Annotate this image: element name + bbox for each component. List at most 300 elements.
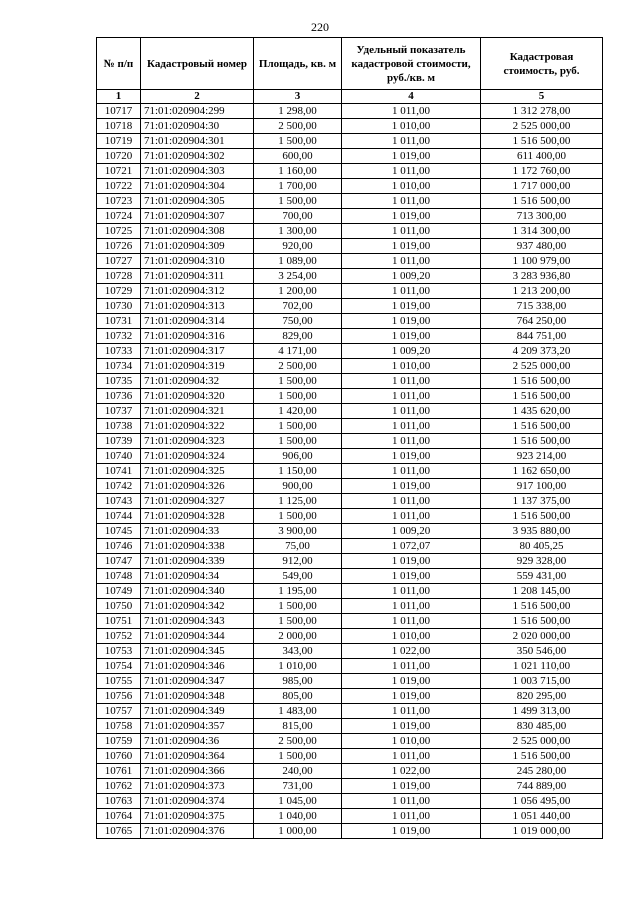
cadastral-number-cell: 71:01:020904:36 — [141, 734, 254, 749]
area-cell: 4 171,00 — [254, 344, 342, 359]
unit-rate-cell: 1 011,00 — [342, 509, 481, 524]
area-cell: 1 500,00 — [254, 749, 342, 764]
unit-rate-cell: 1 011,00 — [342, 194, 481, 209]
table-row — [97, 434, 603, 449]
area-cell: 900,00 — [254, 479, 342, 494]
area-cell: 1 500,00 — [254, 614, 342, 629]
row-number-cell: 10728 — [97, 269, 141, 284]
cadastral-number-cell: 71:01:020904:345 — [141, 644, 254, 659]
cadastral-value-cell: 2 020 000,00 — [481, 629, 603, 644]
unit-rate-cell: 1 011,00 — [342, 704, 481, 719]
row-number-cell: 10722 — [97, 179, 141, 194]
row-number-cell: 10719 — [97, 134, 141, 149]
table-row — [97, 164, 603, 179]
unit-rate-cell: 1 010,00 — [342, 629, 481, 644]
row-number-cell: 10757 — [97, 704, 141, 719]
cadastral-number-cell: 71:01:020904:348 — [141, 689, 254, 704]
row-number-cell: 10734 — [97, 359, 141, 374]
area-cell: 2 500,00 — [254, 359, 342, 374]
cadastral-value-cell: 1 208 145,00 — [481, 584, 603, 599]
table-row — [97, 824, 603, 839]
row-number-cell: 10737 — [97, 404, 141, 419]
cadastral-value-cell: 1 516 500,00 — [481, 599, 603, 614]
row-number-cell: 10732 — [97, 329, 141, 344]
row-number-cell: 10742 — [97, 479, 141, 494]
cadastral-value-cell: 713 300,00 — [481, 209, 603, 224]
table-row — [97, 209, 603, 224]
cadastral-value-cell: 1 499 313,00 — [481, 704, 603, 719]
table-row — [97, 194, 603, 209]
cadastral-number-cell: 71:01:020904:344 — [141, 629, 254, 644]
unit-rate-cell: 1 011,00 — [342, 749, 481, 764]
cadastral-value-cell: 1 021 110,00 — [481, 659, 603, 674]
table-row — [97, 629, 603, 644]
row-number-cell: 10750 — [97, 599, 141, 614]
unit-rate-cell: 1 011,00 — [342, 254, 481, 269]
table-row — [97, 719, 603, 734]
row-number-cell: 10733 — [97, 344, 141, 359]
cadastral-number-cell: 71:01:020904:338 — [141, 539, 254, 554]
row-number-cell: 10751 — [97, 614, 141, 629]
cadastral-number-cell: 71:01:020904:33 — [141, 524, 254, 539]
table-row — [97, 344, 603, 359]
cadastral-value-cell: 1 516 500,00 — [481, 134, 603, 149]
row-number-cell: 10731 — [97, 314, 141, 329]
cadastral-value-cell: 2 525 000,00 — [481, 734, 603, 749]
table-row — [97, 809, 603, 824]
row-number-cell: 10736 — [97, 389, 141, 404]
cadastral-number-cell: 71:01:020904:339 — [141, 554, 254, 569]
table-row — [97, 584, 603, 599]
area-cell: 2 500,00 — [254, 119, 342, 134]
unit-rate-cell: 1 019,00 — [342, 779, 481, 794]
cadastral-value-cell: 1 435 620,00 — [481, 404, 603, 419]
area-cell: 2 500,00 — [254, 734, 342, 749]
area-cell: 829,00 — [254, 329, 342, 344]
cadastral-number-cell: 71:01:020904:304 — [141, 179, 254, 194]
table-row — [97, 284, 603, 299]
row-number-cell: 10754 — [97, 659, 141, 674]
unit-rate-cell: 1 011,00 — [342, 794, 481, 809]
table-row — [97, 704, 603, 719]
cadastral-number-cell: 71:01:020904:364 — [141, 749, 254, 764]
row-number-cell: 10762 — [97, 779, 141, 794]
unit-rate-cell: 1 011,00 — [342, 104, 481, 119]
row-number-cell: 10765 — [97, 824, 141, 839]
area-cell: 1 040,00 — [254, 809, 342, 824]
column-number-row — [97, 90, 603, 104]
column-number: 5 — [481, 90, 603, 104]
cadastral-number-cell: 71:01:020904:310 — [141, 254, 254, 269]
cadastral-number-cell: 71:01:020904:327 — [141, 494, 254, 509]
cadastral-number-cell: 71:01:020904:317 — [141, 344, 254, 359]
cadastral-number-cell: 71:01:020904:301 — [141, 134, 254, 149]
table-row — [97, 419, 603, 434]
cadastral-number-cell: 71:01:020904:324 — [141, 449, 254, 464]
cadastral-value-cell: 937 480,00 — [481, 239, 603, 254]
cadastral-number-cell: 71:01:020904:322 — [141, 419, 254, 434]
cadastral-number-cell: 71:01:020904:307 — [141, 209, 254, 224]
table-row — [97, 329, 603, 344]
unit-rate-cell: 1 019,00 — [342, 689, 481, 704]
cadastral-value-cell: 917 100,00 — [481, 479, 603, 494]
cadastral-value-cell: 611 400,00 — [481, 149, 603, 164]
cadastral-value-cell: 929 328,00 — [481, 554, 603, 569]
area-cell: 1 200,00 — [254, 284, 342, 299]
row-number-cell: 10725 — [97, 224, 141, 239]
area-cell: 920,00 — [254, 239, 342, 254]
unit-rate-cell: 1 011,00 — [342, 389, 481, 404]
unit-rate-cell: 1 011,00 — [342, 404, 481, 419]
cadastral-value-cell: 830 485,00 — [481, 719, 603, 734]
row-number-cell: 10740 — [97, 449, 141, 464]
area-cell: 1 483,00 — [254, 704, 342, 719]
table-row — [97, 569, 603, 584]
row-number-cell: 10763 — [97, 794, 141, 809]
unit-rate-cell: 1 011,00 — [342, 584, 481, 599]
cadastral-value-cell: 844 751,00 — [481, 329, 603, 344]
cadastral-number-cell: 71:01:020904:309 — [141, 239, 254, 254]
row-number-cell: 10743 — [97, 494, 141, 509]
header-unit-rate: Удельный показатель кадастровой стоимости, руб./кв. м — [342, 38, 481, 90]
row-number-cell: 10741 — [97, 464, 141, 479]
area-cell: 1 045,00 — [254, 794, 342, 809]
unit-rate-cell: 1 011,00 — [342, 494, 481, 509]
cadastral-number-cell: 71:01:020904:373 — [141, 779, 254, 794]
unit-rate-cell: 1 011,00 — [342, 224, 481, 239]
unit-rate-cell: 1 019,00 — [342, 209, 481, 224]
table-row — [97, 404, 603, 419]
row-number-cell: 10730 — [97, 299, 141, 314]
cadastral-value-table — [96, 37, 603, 839]
area-cell: 1 500,00 — [254, 134, 342, 149]
column-number: 2 — [141, 90, 254, 104]
cadastral-value-cell: 1 172 760,00 — [481, 164, 603, 179]
unit-rate-cell: 1 019,00 — [342, 479, 481, 494]
cadastral-number-cell: 71:01:020904:316 — [141, 329, 254, 344]
area-cell: 985,00 — [254, 674, 342, 689]
cadastral-value-cell: 1 100 979,00 — [481, 254, 603, 269]
area-cell: 1 420,00 — [254, 404, 342, 419]
cadastral-value-cell: 923 214,00 — [481, 449, 603, 464]
cadastral-number-cell: 71:01:020904:343 — [141, 614, 254, 629]
cadastral-number-cell: 71:01:020904:313 — [141, 299, 254, 314]
table-row — [97, 644, 603, 659]
table-row — [97, 509, 603, 524]
unit-rate-cell: 1 009,20 — [342, 524, 481, 539]
table-body — [97, 104, 603, 839]
header-row — [97, 38, 603, 90]
unit-rate-cell: 1 011,00 — [342, 809, 481, 824]
cadastral-value-cell: 1 516 500,00 — [481, 389, 603, 404]
table-row — [97, 674, 603, 689]
area-cell: 731,00 — [254, 779, 342, 794]
cadastral-value-cell: 350 546,00 — [481, 644, 603, 659]
table-row — [97, 614, 603, 629]
table-row — [97, 539, 603, 554]
area-cell: 1 089,00 — [254, 254, 342, 269]
table-row — [97, 449, 603, 464]
table-row — [97, 359, 603, 374]
unit-rate-cell: 1 010,00 — [342, 359, 481, 374]
area-cell: 75,00 — [254, 539, 342, 554]
cadastral-number-cell: 71:01:020904:299 — [141, 104, 254, 119]
area-cell: 1 500,00 — [254, 419, 342, 434]
area-cell: 805,00 — [254, 689, 342, 704]
cadastral-value-cell: 245 280,00 — [481, 764, 603, 779]
area-cell: 1 160,00 — [254, 164, 342, 179]
row-number-cell: 10748 — [97, 569, 141, 584]
cadastral-value-cell: 80 405,25 — [481, 539, 603, 554]
cadastral-value-cell: 1 717 000,00 — [481, 179, 603, 194]
unit-rate-cell: 1 019,00 — [342, 824, 481, 839]
row-number-cell: 10758 — [97, 719, 141, 734]
unit-rate-cell: 1 011,00 — [342, 164, 481, 179]
cadastral-number-cell: 71:01:020904:314 — [141, 314, 254, 329]
cadastral-value-cell: 1 516 500,00 — [481, 509, 603, 524]
row-number-cell: 10726 — [97, 239, 141, 254]
area-cell: 3 900,00 — [254, 524, 342, 539]
table-row — [97, 179, 603, 194]
area-cell: 750,00 — [254, 314, 342, 329]
cadastral-value-cell: 1 516 500,00 — [481, 434, 603, 449]
unit-rate-cell: 1 019,00 — [342, 554, 481, 569]
area-cell: 1 500,00 — [254, 599, 342, 614]
cadastral-value-cell: 764 250,00 — [481, 314, 603, 329]
area-cell: 2 000,00 — [254, 629, 342, 644]
unit-rate-cell: 1 011,00 — [342, 464, 481, 479]
area-cell: 700,00 — [254, 209, 342, 224]
unit-rate-cell: 1 011,00 — [342, 374, 481, 389]
cadastral-value-cell: 1 312 278,00 — [481, 104, 603, 119]
area-cell: 702,00 — [254, 299, 342, 314]
cadastral-number-cell: 71:01:020904:326 — [141, 479, 254, 494]
row-number-cell: 10720 — [97, 149, 141, 164]
header-cadastral-value: Кадастровая стоимость, руб. — [481, 38, 603, 90]
table-row — [97, 269, 603, 284]
cadastral-value-cell: 2 525 000,00 — [481, 119, 603, 134]
row-number-cell: 10717 — [97, 104, 141, 119]
unit-rate-cell: 1 010,00 — [342, 734, 481, 749]
row-number-cell: 10759 — [97, 734, 141, 749]
row-number-cell: 10735 — [97, 374, 141, 389]
cadastral-number-cell: 71:01:020904:303 — [141, 164, 254, 179]
unit-rate-cell: 1 019,00 — [342, 674, 481, 689]
row-number-cell: 10761 — [97, 764, 141, 779]
cadastral-number-cell: 71:01:020904:30 — [141, 119, 254, 134]
unit-rate-cell: 1 010,00 — [342, 179, 481, 194]
cadastral-number-cell: 71:01:020904:357 — [141, 719, 254, 734]
cadastral-number-cell: 71:01:020904:328 — [141, 509, 254, 524]
area-cell: 1 300,00 — [254, 224, 342, 239]
cadastral-number-cell: 71:01:020904:34 — [141, 569, 254, 584]
table-row — [97, 374, 603, 389]
unit-rate-cell: 1 019,00 — [342, 719, 481, 734]
cadastral-number-cell: 71:01:020904:374 — [141, 794, 254, 809]
cadastral-value-cell: 1 056 495,00 — [481, 794, 603, 809]
row-number-cell: 10744 — [97, 509, 141, 524]
row-number-cell: 10749 — [97, 584, 141, 599]
cadastral-number-cell: 71:01:020904:321 — [141, 404, 254, 419]
table-row — [97, 149, 603, 164]
unit-rate-cell: 1 009,20 — [342, 344, 481, 359]
unit-rate-cell: 1 011,00 — [342, 419, 481, 434]
cadastral-number-cell: 71:01:020904:346 — [141, 659, 254, 674]
area-cell: 1 500,00 — [254, 389, 342, 404]
table-row — [97, 464, 603, 479]
area-cell: 1 010,00 — [254, 659, 342, 674]
table-row — [97, 734, 603, 749]
unit-rate-cell: 1 019,00 — [342, 329, 481, 344]
row-number-cell: 10747 — [97, 554, 141, 569]
cadastral-number-cell: 71:01:020904:375 — [141, 809, 254, 824]
cadastral-value-cell: 559 431,00 — [481, 569, 603, 584]
row-number-cell: 10723 — [97, 194, 141, 209]
unit-rate-cell: 1 022,00 — [342, 764, 481, 779]
table-row — [97, 254, 603, 269]
table-row — [97, 314, 603, 329]
unit-rate-cell: 1 022,00 — [342, 644, 481, 659]
cadastral-number-cell: 71:01:020904:302 — [141, 149, 254, 164]
cadastral-value-cell: 4 209 373,20 — [481, 344, 603, 359]
row-number-cell: 10729 — [97, 284, 141, 299]
cadastral-number-cell: 71:01:020904:319 — [141, 359, 254, 374]
area-cell: 1 500,00 — [254, 374, 342, 389]
area-cell: 600,00 — [254, 149, 342, 164]
unit-rate-cell: 1 019,00 — [342, 569, 481, 584]
table-row — [97, 524, 603, 539]
unit-rate-cell: 1 011,00 — [342, 284, 481, 299]
unit-rate-cell: 1 009,20 — [342, 269, 481, 284]
table-row — [97, 749, 603, 764]
column-number: 1 — [97, 90, 141, 104]
row-number-cell: 10753 — [97, 644, 141, 659]
cadastral-value-cell: 1 051 440,00 — [481, 809, 603, 824]
area-cell: 1 125,00 — [254, 494, 342, 509]
area-cell: 1 150,00 — [254, 464, 342, 479]
row-number-cell: 10727 — [97, 254, 141, 269]
area-cell: 343,00 — [254, 644, 342, 659]
unit-rate-cell: 1 019,00 — [342, 314, 481, 329]
cadastral-number-cell: 71:01:020904:308 — [141, 224, 254, 239]
row-number-cell: 10752 — [97, 629, 141, 644]
area-cell: 1 500,00 — [254, 434, 342, 449]
table-row — [97, 119, 603, 134]
table-header — [97, 38, 603, 104]
area-cell: 1 195,00 — [254, 584, 342, 599]
cadastral-value-cell: 820 295,00 — [481, 689, 603, 704]
header-row-number: № п/п — [97, 38, 141, 90]
cadastral-number-cell: 71:01:020904:340 — [141, 584, 254, 599]
table-row — [97, 689, 603, 704]
row-number-cell: 10764 — [97, 809, 141, 824]
cadastral-value-cell: 3 283 936,80 — [481, 269, 603, 284]
unit-rate-cell: 1 010,00 — [342, 119, 481, 134]
area-cell: 1 500,00 — [254, 194, 342, 209]
cadastral-value-cell: 1 003 715,00 — [481, 674, 603, 689]
cadastral-value-cell: 715 338,00 — [481, 299, 603, 314]
unit-rate-cell: 1 019,00 — [342, 239, 481, 254]
unit-rate-cell: 1 019,00 — [342, 449, 481, 464]
area-cell: 1 000,00 — [254, 824, 342, 839]
page-number: 220 — [311, 20, 329, 34]
cadastral-number-cell: 71:01:020904:32 — [141, 374, 254, 389]
unit-rate-cell: 1 011,00 — [342, 614, 481, 629]
table-row — [97, 299, 603, 314]
unit-rate-cell: 1 019,00 — [342, 149, 481, 164]
table-row — [97, 239, 603, 254]
cadastral-value-cell: 1 019 000,00 — [481, 824, 603, 839]
unit-rate-cell: 1 011,00 — [342, 134, 481, 149]
cadastral-value-cell: 1 213 200,00 — [481, 284, 603, 299]
unit-rate-cell: 1 072,07 — [342, 539, 481, 554]
cadastral-number-cell: 71:01:020904:366 — [141, 764, 254, 779]
cadastral-value-cell: 2 525 000,00 — [481, 359, 603, 374]
table-row — [97, 389, 603, 404]
area-cell: 1 298,00 — [254, 104, 342, 119]
cadastral-number-cell: 71:01:020904:320 — [141, 389, 254, 404]
row-number-cell: 10756 — [97, 689, 141, 704]
area-cell: 3 254,00 — [254, 269, 342, 284]
cadastral-number-cell: 71:01:020904:349 — [141, 704, 254, 719]
unit-rate-cell: 1 011,00 — [342, 659, 481, 674]
row-number-cell: 10738 — [97, 419, 141, 434]
cadastral-number-cell: 71:01:020904:312 — [141, 284, 254, 299]
table-row — [97, 779, 603, 794]
table-row — [97, 554, 603, 569]
unit-rate-cell: 1 019,00 — [342, 299, 481, 314]
row-number-cell: 10724 — [97, 209, 141, 224]
area-cell: 906,00 — [254, 449, 342, 464]
column-number: 4 — [342, 90, 481, 104]
area-cell: 240,00 — [254, 764, 342, 779]
header-cadastral-number: Кадастровый номер — [141, 38, 254, 90]
cadastral-number-cell: 71:01:020904:311 — [141, 269, 254, 284]
area-cell: 1 700,00 — [254, 179, 342, 194]
cadastral-value-cell: 1 516 500,00 — [481, 374, 603, 389]
row-number-cell: 10739 — [97, 434, 141, 449]
cadastral-value-cell: 1 314 300,00 — [481, 224, 603, 239]
table-row — [97, 479, 603, 494]
area-cell: 1 500,00 — [254, 509, 342, 524]
cadastral-value-cell: 1 516 500,00 — [481, 194, 603, 209]
cadastral-value-cell: 1 516 500,00 — [481, 749, 603, 764]
table-row — [97, 134, 603, 149]
cadastral-value-cell: 1 162 650,00 — [481, 464, 603, 479]
cadastral-number-cell: 71:01:020904:305 — [141, 194, 254, 209]
column-number: 3 — [254, 90, 342, 104]
row-number-cell: 10721 — [97, 164, 141, 179]
cadastral-value-cell: 1 516 500,00 — [481, 419, 603, 434]
area-cell: 912,00 — [254, 554, 342, 569]
table-row — [97, 599, 603, 614]
area-cell: 815,00 — [254, 719, 342, 734]
cadastral-value-cell: 3 935 880,00 — [481, 524, 603, 539]
table-row — [97, 494, 603, 509]
table-row — [97, 764, 603, 779]
cadastral-value-cell: 1 516 500,00 — [481, 614, 603, 629]
row-number-cell: 10745 — [97, 524, 141, 539]
table-row — [97, 224, 603, 239]
header-area: Площадь, кв. м — [254, 38, 342, 90]
area-cell: 549,00 — [254, 569, 342, 584]
cadastral-number-cell: 71:01:020904:376 — [141, 824, 254, 839]
cadastral-number-cell: 71:01:020904:325 — [141, 464, 254, 479]
cadastral-number-cell: 71:01:020904:347 — [141, 674, 254, 689]
cadastral-number-cell: 71:01:020904:323 — [141, 434, 254, 449]
cadastral-number-cell: 71:01:020904:342 — [141, 599, 254, 614]
row-number-cell: 10760 — [97, 749, 141, 764]
